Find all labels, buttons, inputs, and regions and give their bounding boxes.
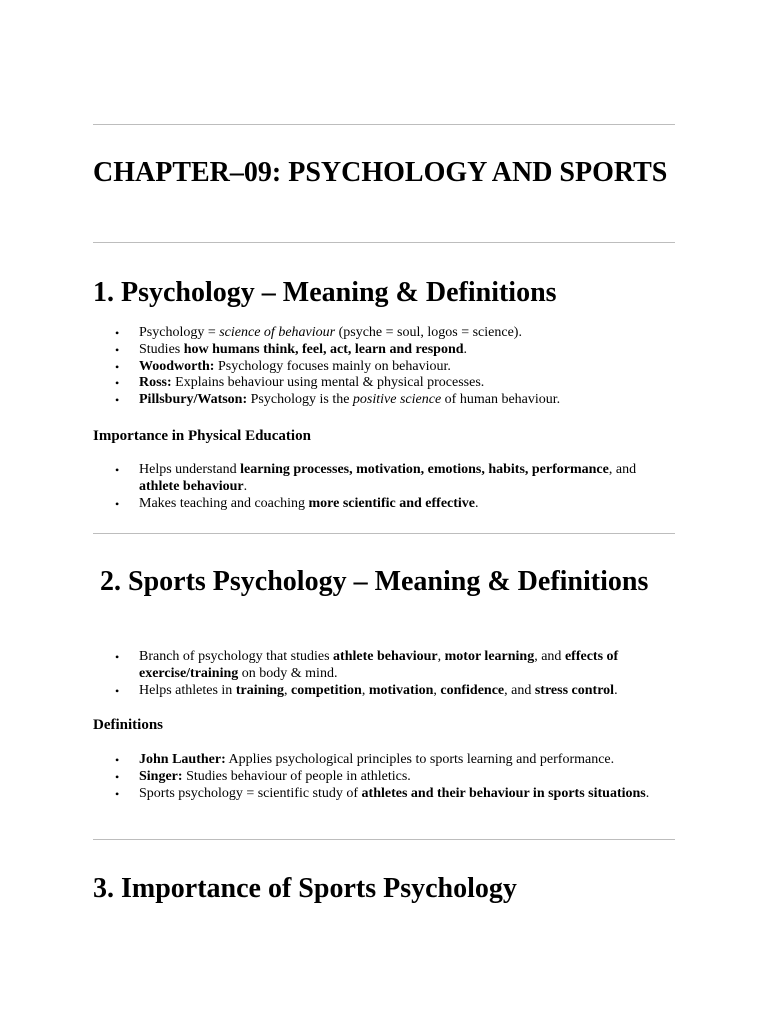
bold-text: learning processes, motivation, emotions, habits, performance (240, 462, 609, 477)
section-1-heading: 1. Psychology – Meaning & Definitions (93, 277, 557, 308)
bold-text: effects of exercise/training (139, 649, 619, 681)
list-text: , and (534, 649, 565, 664)
bold-text: motivation (368, 682, 434, 698)
divider (93, 839, 675, 840)
bold-text: Woodworth: (139, 358, 215, 374)
bold-text: stress control (534, 682, 615, 698)
list-text: Makes teaching and coaching (139, 495, 309, 511)
bold-text: training (235, 682, 285, 698)
list-text: Branch of psychology that studies (139, 649, 334, 664)
list-text: , and (608, 462, 637, 477)
list-text: , and (504, 682, 535, 698)
list-text: Psychology focuses mainly on behaviour. (214, 358, 451, 374)
italic-text: science of behaviour (219, 325, 336, 340)
list-item (93, 683, 675, 700)
bold-text: more scientific and effective (308, 495, 476, 511)
section-2-sublist (93, 752, 675, 802)
list-text: , (284, 682, 292, 698)
bold-text: Ross: (139, 375, 172, 391)
bold-text: Singer: (139, 768, 183, 784)
bold-text: competition (291, 682, 362, 698)
list-text: Studies (139, 341, 184, 357)
list-text: Sports psychology = scientific study of (139, 785, 362, 801)
divider (93, 242, 675, 243)
list-text: Studies behaviour of people in athletics. (182, 768, 411, 784)
list-text: . (475, 495, 479, 511)
list-text: of human behaviour. (441, 392, 561, 408)
list-item (93, 392, 675, 409)
bold-text: athletes and their behaviour in sports situations (361, 785, 646, 801)
list-text: on body & mind. (238, 665, 338, 681)
section-2-heading: 2. Sports Psychology – Meaning & Definitions (93, 566, 649, 597)
divider (93, 124, 675, 125)
list-text: Helps athletes in (139, 682, 236, 698)
bold-text: how humans think, feel, act, learn and respond (183, 341, 464, 357)
section-2-list (93, 649, 675, 699)
list-item (93, 752, 675, 769)
section-1-sublist (93, 462, 675, 512)
bold-text: confidence (440, 682, 505, 698)
list-text: (psyche = soul, logos = science). (335, 325, 522, 340)
list-text: . (463, 341, 468, 357)
section-3-heading: 3. Importance of Sports Psychology (93, 873, 517, 904)
list-text: Helps understand (139, 462, 241, 477)
bold-text: athlete behaviour (333, 649, 438, 664)
bold-text: Pillsbury/Watson: (139, 392, 248, 408)
list-text: . (243, 478, 248, 494)
list-item (93, 649, 675, 683)
chapter-title: CHAPTER–09: PSYCHOLOGY AND SPORTS (93, 157, 668, 188)
list-item (93, 769, 675, 786)
bold-text: motor learning (444, 649, 535, 664)
list-text: Psychology is the (247, 392, 353, 408)
bold-text: John Lauther: (139, 752, 226, 767)
list-text: Explains behaviour using mental & physical processes. (171, 375, 485, 391)
section-2-subheading: Definitions (93, 717, 164, 733)
italic-text: positive science (352, 392, 442, 408)
list-item (93, 359, 675, 376)
divider (93, 533, 675, 534)
section-1-list (93, 325, 675, 409)
bold-text: athlete behaviour (139, 478, 244, 494)
list-text: , (433, 682, 441, 698)
list-item (93, 342, 675, 359)
list-item (93, 375, 675, 392)
list-text: , (361, 682, 369, 698)
list-item (93, 496, 675, 513)
list-item (93, 462, 675, 496)
list-text: Psychology = (139, 325, 220, 340)
list-text: Applies psychological principles to sports learning and performance. (225, 752, 615, 767)
section-1-subheading: Importance in Physical Education (93, 428, 311, 444)
list-item (93, 786, 675, 803)
list-item (93, 325, 675, 342)
list-text: . (614, 682, 618, 698)
list-text: . (645, 785, 650, 801)
list-text: , (437, 649, 445, 664)
